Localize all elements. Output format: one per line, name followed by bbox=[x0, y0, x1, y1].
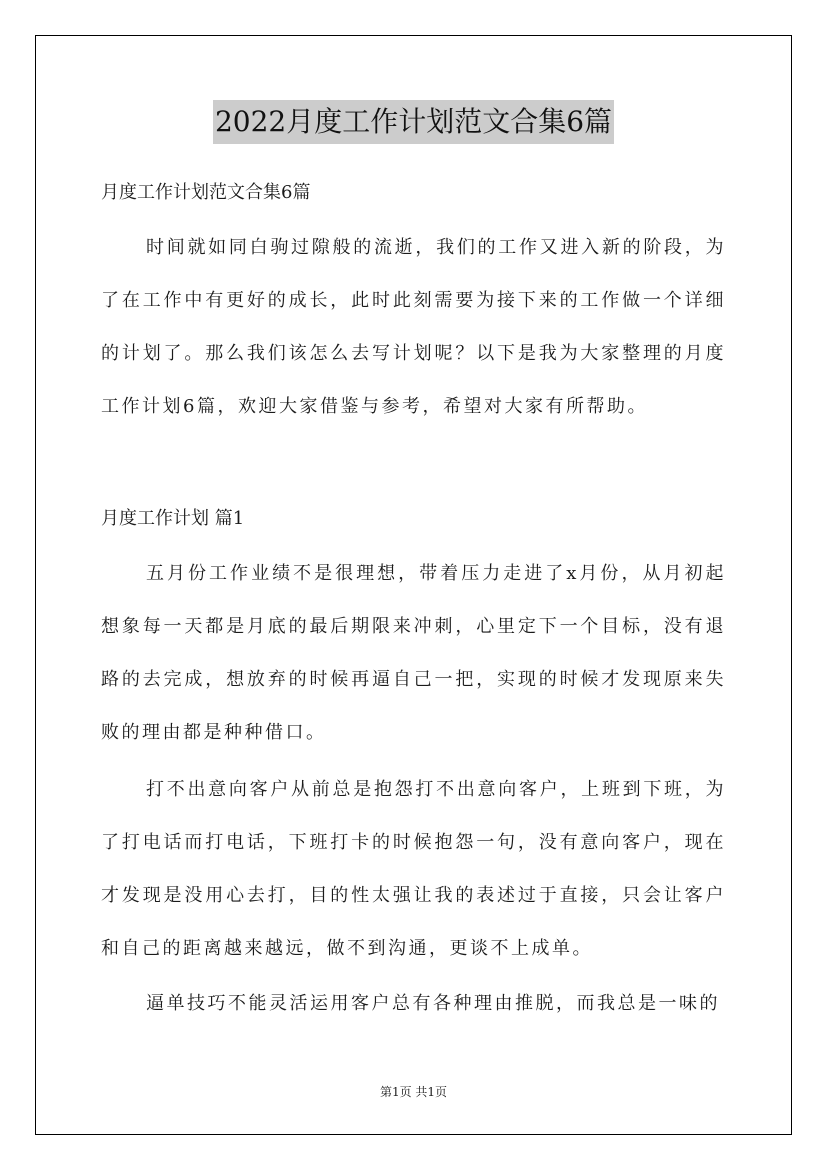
page-number-label: 第1页 共1页 bbox=[379, 1085, 448, 1099]
section-heading: 月度工作计划 篇1 bbox=[101, 508, 245, 529]
page-footer bbox=[0, 1084, 827, 1100]
document-subtitle: 月度工作计划范文合集6篇 bbox=[101, 182, 311, 203]
paragraph-3: 逼单技巧不能灵活运用客户总有各种理由推脱，而我总是一味的 bbox=[146, 993, 720, 1014]
intro-paragraph: 时间就如同白驹过隙般的流逝，我们的工作又进入新的阶段，为了在工作中有更好的成长，此时此刻需要为接下来的工作做一个详细的计划了。那么我们该怎么去写计划呢？以下是我为大家整理的月度工作计划6篇，欢迎大家借鉴与参考，希望对大家有所帮助。 bbox=[101, 237, 726, 417]
document-title: 2022月度工作计划范文合集6篇 bbox=[213, 100, 614, 144]
paragraph-2: 打不出意向客户从前总是抱怨打不出意向客户，上班到下班，为了打电话而打电话，下班打卡的时候抱怨一句，没有意向客户，现在才发现是没用心去打，目的性太强让我的表述过于直接，只会让客户和自己的距离越来越远，做不到沟通，更谈不上成单。 bbox=[101, 779, 726, 959]
title-container bbox=[0, 100, 827, 144]
paragraph-1: 五月份工作业绩不是很理想，带着压力走进了x月份，从月初起想象每一天都是月底的最后期限来冲刺，心里定下一个目标，没有退路的去完成，想放弃的时候再逼自己一把，实现的时候才发现原来失败的理由都是种种借口。 bbox=[101, 563, 726, 743]
